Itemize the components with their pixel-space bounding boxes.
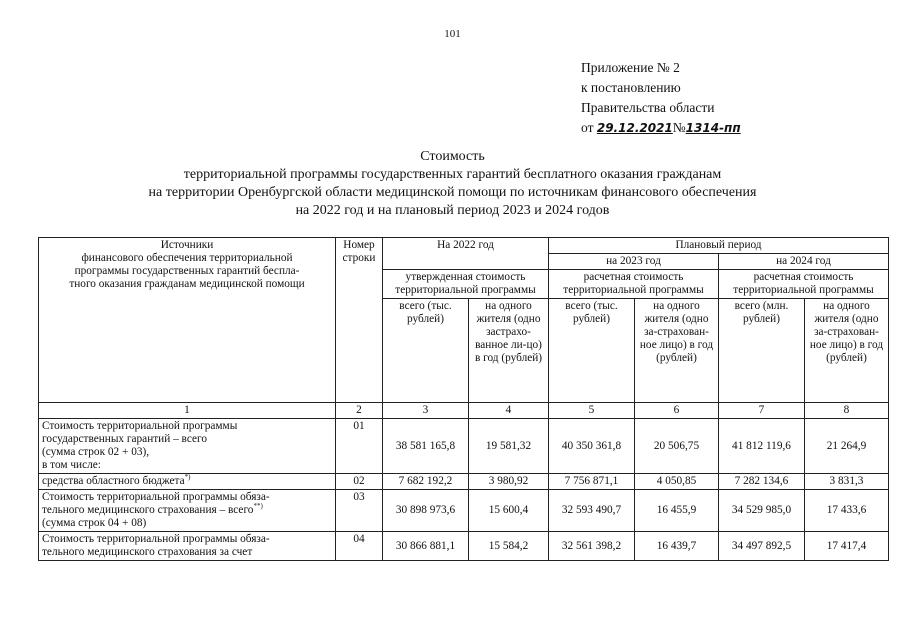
cell-per-resident-2022: 15 600,4: [469, 490, 549, 532]
cell-total-2022: 38 581 165,8: [383, 419, 469, 474]
col-number: 7: [719, 403, 805, 419]
title-line-2: территориальной программы государственных гарантий бесплатного оказания гражданам: [183, 167, 722, 182]
cell-total-2023: 32 593 490,7: [549, 490, 635, 532]
cell-per-resident-2022: 19 581,32: [469, 419, 549, 474]
header-row-number: Номер строки: [336, 238, 383, 403]
col-number: 2: [336, 403, 383, 419]
cell-total-2022: 7 682 192,2: [383, 474, 469, 490]
handwritten-date: 29.12.2021: [596, 121, 673, 135]
col-number: 4: [469, 403, 549, 419]
cell-total-2023: 7 756 871,1: [549, 474, 635, 490]
col-number: 3: [383, 403, 469, 419]
cell-per-resident-2024: 3 831,3: [805, 474, 889, 490]
cell-total-2022: 30 866 881,1: [383, 532, 469, 561]
header-calculated-cost-2024: расчетная стоимость территориальной программы: [719, 270, 889, 299]
appendix-line-3: Правительства области: [581, 100, 715, 115]
header-year-2023: на 2023 год: [549, 254, 719, 270]
document-title: [0, 148, 905, 220]
header-year-2022: На 2022 год: [383, 238, 549, 270]
table-row: [39, 419, 889, 474]
row-number: 01: [336, 419, 383, 474]
header-year-2024: на 2024 год: [719, 254, 889, 270]
col-number: 5: [549, 403, 635, 419]
title-line-3: на территории Оренбургской области медицинской помощи по источникам финансового обеспечения: [148, 185, 757, 200]
date-prefix: от: [581, 120, 594, 135]
cell-total-2023: 40 350 361,8: [549, 419, 635, 474]
table-row: [39, 490, 889, 532]
column-number-row: [39, 403, 889, 419]
cell-per-resident-2023: 20 506,75: [635, 419, 719, 474]
table-row: [39, 474, 889, 490]
col-number: 1: [39, 403, 336, 419]
handwritten-number: 1314-пп: [685, 121, 741, 135]
appendix-block: [581, 58, 741, 138]
col-number: 8: [805, 403, 889, 419]
funding-table: [38, 237, 889, 561]
row-label: Стоимость территориальной программы обяза- тельного медицинского страхования – всего**) (сумма строк 04 + 08): [39, 490, 336, 532]
header-source: Источники финансового обеспечения территориальной программы государственных гарантий беспла- тного оказания гражданам медицинской помощи: [39, 238, 336, 403]
row-number: 03: [336, 490, 383, 532]
row-number: 02: [336, 474, 383, 490]
cell-per-resident-2023: 16 439,7: [635, 532, 719, 561]
number-sign: №: [672, 120, 686, 135]
cell-per-resident-2022: 3 980,92: [469, 474, 549, 490]
header-total-2023: всего (тыс. рублей): [549, 299, 635, 403]
cell-total-2024: 34 497 892,5: [719, 532, 805, 561]
row-label: средства областного бюджета*): [39, 474, 336, 490]
row-number: 04: [336, 532, 383, 561]
title-line-1: Стоимость: [420, 149, 485, 164]
cell-total-2024: 41 812 119,6: [719, 419, 805, 474]
page-number: 101: [444, 28, 461, 40]
cell-per-resident-2024: 21 264,9: [805, 419, 889, 474]
header-total-2024: всего (млн. рублей): [719, 299, 805, 403]
header-approved-cost: утвержденная стоимость территориальной программы: [383, 270, 549, 299]
appendix-line-2: к постановлению: [581, 80, 681, 95]
cell-per-resident-2023: 16 455,9: [635, 490, 719, 532]
col-number: 6: [635, 403, 719, 419]
cell-per-resident-2023: 4 050,85: [635, 474, 719, 490]
cell-per-resident-2024: 17 417,4: [805, 532, 889, 561]
header-per-resident-2024: на одного жителя (одно за-страхован-ное лицо) в год (рублей): [805, 299, 889, 403]
header-calculated-cost-2023: расчетная стоимость территориальной программы: [549, 270, 719, 299]
cell-per-resident-2024: 17 433,6: [805, 490, 889, 532]
cell-total-2022: 30 898 973,6: [383, 490, 469, 532]
row-label: Стоимость территориальной программы обяза- тельного медицинского страхования за счет: [39, 532, 336, 561]
header-total-2022: всего (тыс. рублей): [383, 299, 469, 403]
header-per-resident-2022: на одного жителя (одно застрахо-ванное ли-цо) в год (рублей): [469, 299, 549, 403]
table-row: [39, 532, 889, 561]
cell-total-2023: 32 561 398,2: [549, 532, 635, 561]
appendix-date-line: [581, 118, 741, 138]
cell-total-2024: 34 529 985,0: [719, 490, 805, 532]
header-planned-period: Плановый период: [549, 238, 889, 254]
row-label: Стоимость территориальной программы государственных гарантий – всего (сумма строк 02 + 03), в том числе:: [39, 419, 336, 474]
appendix-line-1: Приложение № 2: [581, 60, 680, 75]
cell-per-resident-2022: 15 584,2: [469, 532, 549, 561]
cell-total-2024: 7 282 134,6: [719, 474, 805, 490]
header-per-resident-2023: на одного жителя (одно за-страхован-ное лицо) в год (рублей): [635, 299, 719, 403]
title-line-4: на 2022 год и на плановый период 2023 и 2024 годов: [295, 203, 610, 218]
